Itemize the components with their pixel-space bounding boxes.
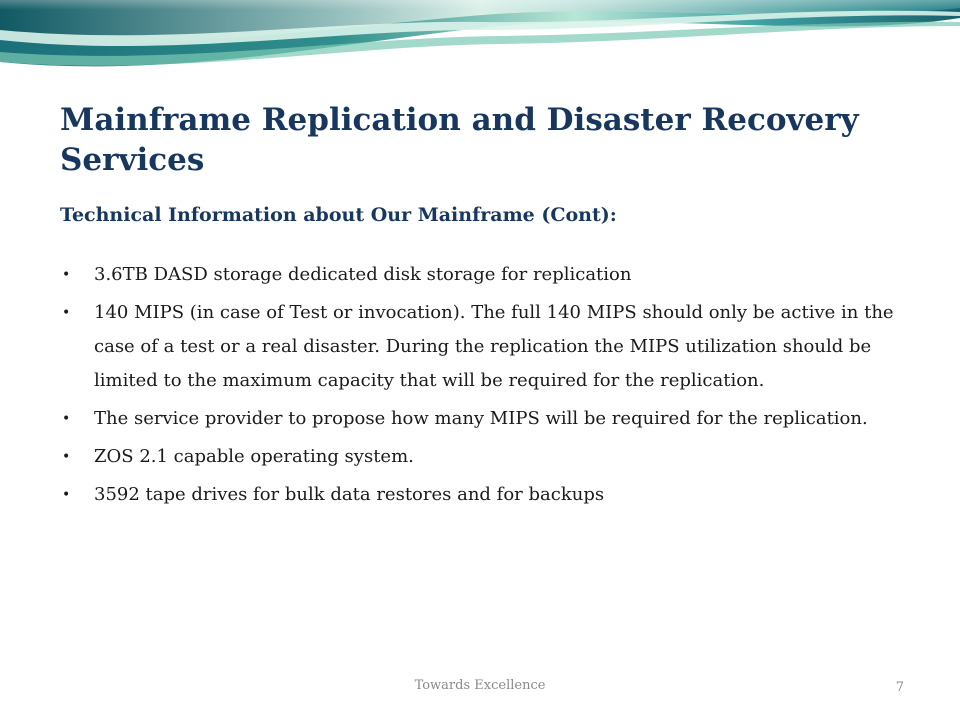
- bullet-item: [60, 440, 920, 474]
- footer-text: Towards Excellence: [414, 678, 546, 693]
- bullet-icon: •: [62, 305, 71, 321]
- bullet-list: [60, 258, 920, 516]
- slide-title: Mainframe Replication and Disaster Recovery Services: [60, 102, 859, 178]
- bullet-text: 140 MIPS (in case of Test or invocation). The full 140 MIPS should only be active in the case of a test or a real disaster. During the replication the MIPS utilization should be limited to the maximum capacity that will be required for the replication.: [94, 302, 894, 391]
- bullet-text: 3592 tape drives for bulk data restores and for backups: [94, 484, 605, 505]
- bullet-icon: •: [62, 487, 71, 503]
- bullet-item: [60, 258, 920, 292]
- slide-subtitle: Technical Information about Our Mainframe (Cont):: [60, 204, 617, 226]
- bullet-icon: •: [62, 267, 71, 283]
- bullet-icon: •: [62, 449, 71, 465]
- bullet-item: [60, 478, 920, 512]
- bullet-text: 3.6TB DASD storage dedicated disk storage for replication: [94, 264, 632, 285]
- page-number: 7: [895, 680, 904, 695]
- bullet-text: ZOS 2.1 capable operating system.: [94, 446, 414, 467]
- bullet-item: [60, 296, 920, 398]
- header-wave-decoration: [0, 0, 960, 75]
- bullet-item: [60, 402, 920, 436]
- bullet-icon: •: [62, 411, 71, 427]
- bullet-text: The service provider to propose how many MIPS will be required for the replication.: [94, 408, 868, 429]
